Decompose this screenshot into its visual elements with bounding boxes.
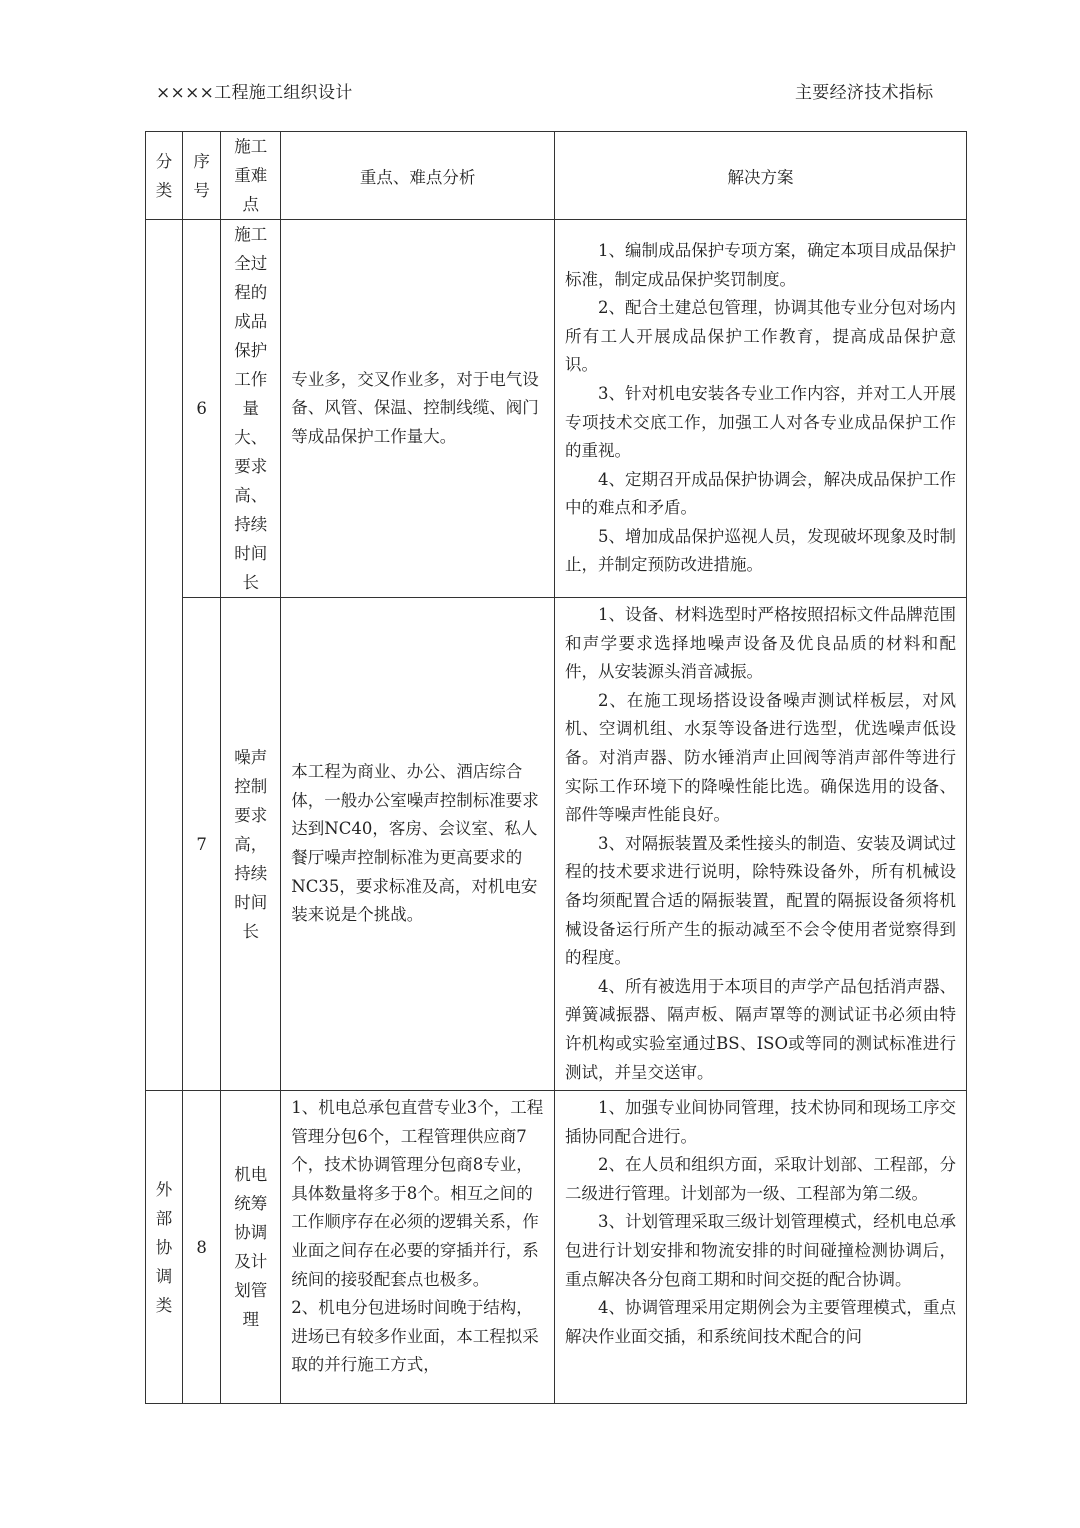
document-header-section: 主要经济技术指标 [795, 83, 934, 103]
solution-item: 2、在施工现场搭设设备噪声测试样板层，对风机、空调机组、水泵等设备进行选型，优选噪声低设备。对消声器、防水锤消声止回阀等消声部件等进行实际工作环境下的降噪性能比选。确保选用的设备、部件等噪声性能良好。 [564, 690, 956, 825]
header-solution: 解决方案 [554, 132, 966, 220]
solution-item: 1、设备、材料选型时严格按照招标文件品牌范围和声学要求选择地噪声设备及优良品质的材料和配件，从安装源头消音减振。 [564, 605, 956, 682]
analysis-paragraph: 2、机电分包进场时间晚于结构，进场已有较多作业面，本工程拟采取的并行施工方式， [291, 1298, 539, 1375]
solution-item: 4、协调管理采用定期例会为主要管理模式，重点解决作业面交插，和系统间技术配合的问 [564, 1298, 956, 1346]
header-difficulty: 施工重难点 [221, 132, 281, 220]
solution-cell [554, 1091, 966, 1404]
header-category: 分类 [146, 132, 183, 220]
solution-item: 2、在人员和组织方面，采取计划部、工程部，分二级进行管理。计划部为一级、工程部为第二级。 [564, 1155, 956, 1203]
category-cell-empty [146, 220, 183, 1091]
difficulty-cell: 噪声控制要求高，持续时间长 [221, 598, 281, 1091]
solution-item: 3、对隔振装置及柔性接头的制造、安装及调试过程的技术要求进行说明，除特殊设备外，所有机械设备均须配置合适的隔振装置，配置的隔振设备须将机械设备运行所产生的振动减至不会令使用者觉察得到的程度。 [564, 833, 956, 968]
header-analysis: 重点、难点分析 [281, 132, 555, 220]
solution-item: 5、增加成品保护巡视人员，发现破坏现象及时制止，并制定预防改进措施。 [564, 526, 956, 575]
table-header-row [146, 132, 967, 220]
analysis-cell [281, 1091, 555, 1404]
row-number: 7 [183, 598, 221, 1091]
solution-item: 4、所有被选用于本项目的声学产品包括消声器、弹簧减振器、隔声板、隔声罩等的测试证书必须由特许机构或实验室通过BS、ISO或等同的测试标准进行测试，并呈交送审。 [564, 976, 956, 1082]
header-number: 序号 [183, 132, 221, 220]
table-row [146, 1091, 967, 1404]
category-cell: 外部协调类 [146, 1091, 183, 1404]
table-row [146, 598, 967, 1091]
analysis-cell: 本工程为商业、办公、酒店综合体，一般办公室噪声控制标准要求达到NC40，客房、会议室、私人餐厅噪声控制标准为更高要求的NC35，要求标准及高，对机电安装来说是个挑战。 [281, 598, 555, 1091]
difficulty-analysis-table [145, 131, 967, 1404]
analysis-cell: 专业多，交叉作业多，对于电气设备、风管、保温、控制线缆、阀门等成品保护工作量大。 [281, 220, 555, 598]
difficulty-cell: 机电统筹协调及计划管理 [221, 1091, 281, 1404]
table-row [146, 220, 967, 598]
solution-item: 3、计划管理采取三级计划管理模式，经机电总承包进行计划安排和物流安排的时间碰撞检测协调后，重点解决各分包商工期和时间交挺的配合协调。 [564, 1212, 956, 1289]
solution-item: 3、针对机电安装各专业工作内容，并对工人开展专项技术交底工作，加强工人对各专业成品保护工作的重视。 [564, 383, 956, 461]
difficulty-cell: 施工全过程的成品保护工作量大、要求高、持续时间长 [221, 220, 281, 598]
analysis-paragraph: 1、机电总承包直营专业3个，工程管理分包6个，工程管理供应商7个，技术协调管理分包商8专业，具体数量将多于8个。相互之间的工作顺序存在必须的逻辑关系，作业面之间存在必要的穿插并行，系统间的接驳配套点也极多。 [291, 1098, 544, 1289]
solution-cell [554, 598, 966, 1091]
solution-item: 4、定期召开成品保护协调会，解决成品保护工作中的难点和矛盾。 [564, 469, 956, 518]
row-number: 8 [183, 1091, 221, 1404]
document-header-title: ××××工程施工组织设计 [156, 83, 353, 103]
row-number: 6 [183, 220, 221, 598]
solution-item: 1、编制成品保护专项方案，确定本项目成品保护标准，制定成品保护奖罚制度。 [564, 240, 956, 289]
solution-item: 2、配合土建总包管理，协调其他专业分包对场内所有工人开展成品保护工作教育，提高成品保护意识。 [564, 298, 956, 375]
solution-item: 1、加强专业间协同管理，技术协同和现场工序交插协同配合进行。 [564, 1098, 956, 1146]
solution-cell [554, 220, 966, 598]
